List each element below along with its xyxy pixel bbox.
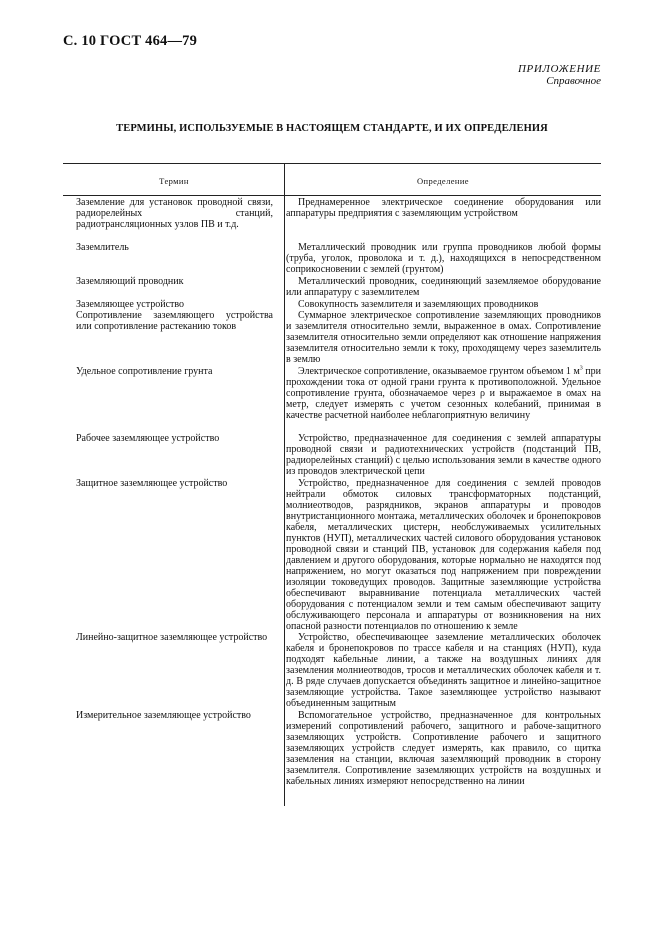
- term-cell: Заземляющий проводник: [76, 276, 184, 287]
- terms-table: [63, 197, 601, 787]
- definition-cell: [286, 366, 601, 421]
- table-row: [63, 632, 601, 709]
- superscript: 3: [579, 365, 583, 372]
- page-header: С. 10 ГОСТ 464—79: [63, 33, 198, 49]
- table-row: [63, 478, 601, 632]
- definition-cell: Преднамеренное электрическое соединение оборудования или аппаратуры предприятия с заземляющим устройством: [286, 197, 601, 219]
- term-cell: Рабочее заземляющее устройство: [76, 433, 220, 444]
- term-cell: Заземляющее устройство: [76, 299, 185, 310]
- definition-text: Электрическое сопротивление, оказываемое грунтом объемом 1 м: [298, 366, 580, 377]
- table-row: [63, 710, 601, 787]
- table-row: [63, 299, 601, 310]
- term-cell: Измерительное заземляющее устройство: [76, 710, 251, 721]
- table-top-rule: [63, 163, 601, 164]
- table-row: [63, 242, 601, 275]
- term-cell: Удельное сопротивление грунта: [76, 366, 213, 377]
- definition-cell: Металлический проводник, соединяющий заземляемое оборудование или аппаратуру с заземлителем: [286, 276, 601, 298]
- table-row: [63, 276, 601, 298]
- table-header-rule: [63, 195, 601, 196]
- definition-cell: Устройство, обеспечивающее заземление металлических оболочек кабеля и бронепокровов по трассе кабеля и на станциях (НУП), куда подходят кабельные линии, а также на воздушных линиях для заземления молниеотводов, тросов и металлических оболочек кабеля и т. д. В ряде случаев допускается объединять защитное и линейно-защитное заземляющие устройства. Такое заземляющее устройство называют объединенным защитным: [286, 632, 601, 709]
- definition-text-cont: при прохождении тока от одной грани грунта к противоположной. Удельное сопротивление грунта, обозначаемое через ρ и выражаемое в омах на метр, следует измерять с учетом сезонных колебаний, принимая в качестве расчетной наиболее неблагоприятную величину: [286, 366, 601, 421]
- definition-cell: Суммарное электрическое сопротивление заземляющих проводников и заземлителя относительно земли, выраженное в омах. Сопротивление заземлителя относительно земли определяют как отношение напряжения заземлителя относительно земли к току, проходящему через заземлитель в землю: [286, 310, 601, 365]
- table-row: [63, 366, 601, 421]
- term-cell: Заземление для установок проводной связи, радиорелейных станций, радиотрансляционных узлов ПВ и т.д.: [76, 197, 273, 230]
- table-row: [63, 310, 601, 365]
- appendix-label: [518, 63, 601, 87]
- term-cell: Защитное заземляющее устройство: [76, 478, 228, 489]
- table-row: [63, 197, 601, 230]
- definition-cell: Устройство, предназначенное для соединения с землей проводов нейтрали обмоток силовых трансформаторных подстанций, молниеотводов, разрядников, экранов аппаратуры и проводов внутристанционного монтажа, металлических оболочек и бронепокровов кабеля, металлических цистерн, необслуживаемых усилительных пунктов (НУП), металлических частей силового оборудования установок проводной связи и станций ПВ, установок для содержания кабеля под давлением и другого оборудования, которые нормально не находятся под напряжением, но могут оказаться под напряжением при повреждении изоляции токоведущих проводов. Защитные заземляющие устройства обеспечивают выравнивание потенциала металлических частей оборудования с потенциалом земли и тем самым обеспечивают защиту обслуживающего персонала и аппаратуры от возникновения на них опасной разности потенциалов по отношению к земле: [286, 478, 601, 632]
- table-row: [63, 433, 601, 477]
- definition-cell: Металлический проводник или группа проводников любой формы (труба, уголок, проволока и т. д.), находящихся в непосредственном соприкосновении с землей (грунтом): [286, 242, 601, 275]
- appendix-title: ПРИЛОЖЕНИЕ: [518, 63, 601, 75]
- column-header-term: Термин: [159, 176, 189, 186]
- definition-cell: Вспомогательное устройство, предназначенное для контрольных измерений сопротивлений рабочего, защитного и рабоче-защитного заземляющих устройств. Сопротивление рабочего и защитного заземляющих устройств следует измерять, как правило, со щитка заземления на станции, включая заземляющий проводник в сторону заземлителя. Сопротивление заземляющих устройств на воздушных и кабельных линиях измеряют непосредственно на линии: [286, 710, 601, 787]
- appendix-subtitle: Справочное: [546, 75, 601, 87]
- definition-cell: Устройство, предназначенное для соединения с землей аппаратуры проводной связи и радиотехнических устройств (подстанций ПВ, радиорелейных станций) с целью использования земли в качестве одного из проводов электрической цепи: [286, 433, 601, 477]
- term-cell: Линейно-защитное заземляющее устройство: [76, 632, 268, 643]
- term-cell: Заземлитель: [76, 242, 129, 253]
- document-title: ТЕРМИНЫ, ИСПОЛЬЗУЕМЫЕ В НАСТОЯЩЕМ СТАНДАРТЕ, И ИХ ОПРЕДЕЛЕНИЯ: [116, 123, 548, 134]
- column-header-definition: Определение: [417, 176, 469, 186]
- definition-cell: Совокупность заземлителя и заземляющих проводников: [298, 299, 539, 310]
- term-cell: Сопротивление заземляющего устройства или сопротивление растеканию токов: [76, 310, 273, 332]
